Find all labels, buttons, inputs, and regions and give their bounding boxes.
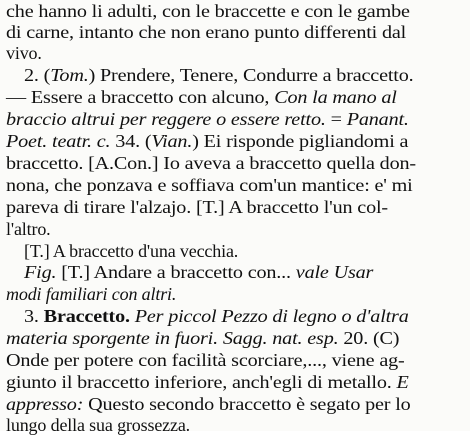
bold-headword: Braccetto. [43, 306, 130, 326]
text-run: [T.] Andare a braccetto con... [56, 262, 296, 282]
text-line [6, 42, 42, 64]
italic-text: Panant. [346, 109, 409, 129]
text-line [6, 152, 416, 174]
italic-text: Tom. [50, 65, 89, 85]
text-run: Onde per potere con facilità scorciare,..., viene ag- [6, 350, 405, 370]
text-line [24, 305, 409, 327]
italic-text: E [396, 372, 409, 392]
text-run: pareva di tirare l'alzajo. [T.] A braccetto l'un col- [6, 197, 388, 217]
text-run: [T.] A braccetto d'una vecchia. [24, 241, 239, 261]
text-run: lungo della sua grossezza. [6, 415, 191, 435]
text-line [6, 283, 176, 305]
text-run: 20. (C) [338, 328, 400, 348]
text-run: di carne, intanto che non erano punto differenti dal [6, 22, 407, 42]
text-line [6, 327, 399, 349]
text-run: vivo. [6, 43, 42, 63]
italic-text: Poet. teatr. c. [6, 131, 111, 151]
text-run: che hanno li adulti, con le braccette e con le gambe [6, 1, 410, 21]
italic-text: Vian. [151, 131, 193, 151]
text-line [6, 130, 408, 152]
text-run: ) Prendere, Tenere, Condurre a braccetto. [88, 65, 414, 85]
text-line [6, 174, 413, 196]
text-run: Questo secondo braccetto è segato per lo [83, 394, 411, 414]
text-line [6, 349, 405, 371]
text-run: l'altro. [6, 219, 51, 239]
italic-text: braccio altrui per reggere o essere retto. [6, 109, 326, 129]
text-line [6, 393, 411, 415]
italic-text: Fig. [24, 262, 57, 282]
italic-text: modi familiari con altri. [6, 284, 177, 304]
italic-text: Con la mano al [274, 87, 397, 107]
text-line [6, 86, 397, 108]
text-run: nona, che ponzava e soffiava com'un mantice: e' mi [6, 175, 413, 195]
text-line [6, 0, 410, 22]
text-run: braccetto. [A.Con.] Io aveva a braccetto quella don- [6, 153, 416, 173]
text-line [24, 261, 373, 283]
text-run: 34. ( [110, 131, 152, 151]
text-run: 3. [24, 306, 44, 326]
text-run: = [325, 109, 347, 129]
text-run: 2. ( [24, 65, 51, 85]
text-run: ) Ei risponde pigliandomi a [192, 131, 409, 151]
text-line [6, 218, 51, 240]
italic-text: vale Usar [295, 262, 374, 282]
text-line [24, 240, 238, 262]
text-run: giunto il braccetto inferiore, anch'egli di metallo. [6, 372, 397, 392]
italic-text: appresso: [6, 394, 84, 414]
text-line [6, 21, 406, 43]
italic-text: materia sporgente in fuori. Sagg. nat. esp. [6, 328, 339, 348]
text-run: — Essere a braccetto con alcuno, [6, 87, 275, 107]
text-line [6, 371, 409, 393]
text-line [6, 414, 190, 436]
text-line [6, 196, 388, 218]
text-line [24, 64, 414, 86]
text-line [6, 108, 409, 130]
italic-text: Per piccol Pezzo di legno o d'altra [134, 306, 409, 326]
